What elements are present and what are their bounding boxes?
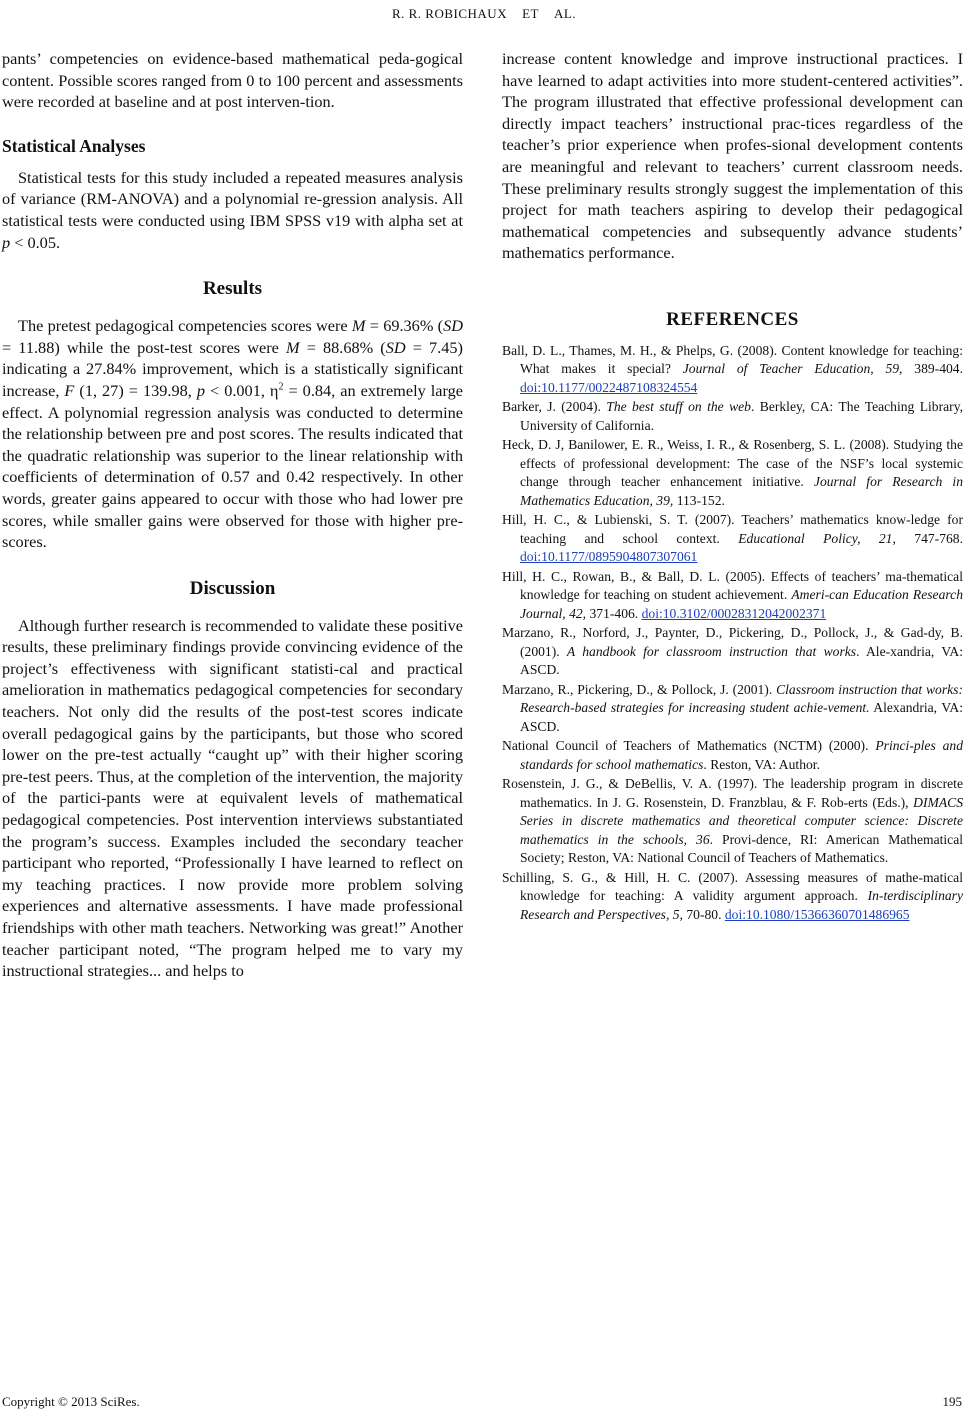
running-head: R. R. ROBICHAUX ET AL. xyxy=(391,6,577,21)
reference-item: Schilling, S. G., & Hill, H. C. (2007). Assessing measures of mathe-matical knowledge for teaching: A validity argument approach. In-terdisciplinary Research and Perspectives, 5, 70-80. doi:10.1080/15366360701486965 xyxy=(502,869,963,922)
left-column xyxy=(2,48,463,982)
doi-link[interactable]: doi:10.1177/0022487108324554 xyxy=(520,379,698,395)
results-heading: Results xyxy=(202,278,263,300)
copyright-footer: Copyright © 2013 SciRes. xyxy=(2,1394,140,1409)
results-paragraph: The pretest pedagogical competencies scores were M = 69.36% (SD = 11.88) while the post-test scores were M = 88.68% (SD = 7.45) indicating a 27.84% improvement, which is a statistically significant increase, F (1, 27) = 139.98, p < 0.001, $\eta^2 = 0.84$, an extremely large effect. A polynomial regression analysis was conducted to determine the relationship between pre and post scores. The results indicated that the quadratic relationship was superior to the linear relationship with coefficients of determination of 0.57 and 0.42 respectively. In other words, greater gains appeared to occur with those who had lower pre scores, while smaller gains were observed for those with higher pre-scores. xyxy=(2,316,463,552)
doi-link[interactable]: doi:10.3102/00028312042002371 xyxy=(641,605,827,621)
statistical-analyses-paragraph: Statistical tests for this study included a repeated measures analysis of variance (RM-ANOVA) and a polynomial re-gression analysis. All statistical tests were conducted using IBM SPSS v19 with alpha set at p < 0.05. xyxy=(2,167,463,252)
reference-item: Barker, J. (2004). The best stuff on the web. Berkley, CA: The Teaching Library, University of California. xyxy=(502,399,964,433)
reference-item: Hill, H. C., & Lubienski, S. T. (2007). Teachers’ mathematics know-ledge for teaching and school context. Educational Policy, 21, 747-768. doi:10.1177/0895904807307061 xyxy=(502,512,963,565)
reference-item: Hill, H. C., Rowan, B., & Ball, D. L. (2005). Effects of teachers’ ma-thematical knowledge for teaching on student achievement. Ameri-can Education Research Journal, 42, 371-406. doi:10.3102/00028312042002371 xyxy=(502,568,963,621)
doi-link[interactable]: doi:10.1080/15366360701486965 xyxy=(724,906,910,922)
discussion-continued-paragraph: increase content knowledge and improve instructional practices. I have learned to adapt activities into more student-centered activities”. The program illustrated that effective professional development can directly impact teachers’ instructional prac-tices regardless of the teacher’s prior experience when profes-sional development contents are meaningful and relevant to teachers’ current classroom needs. These preliminary results strongly suggest the implementation of this project for math teachers aspiring to develop their pedagogical mathematical competencies and subsequently advance students’ mathematics performance. xyxy=(502,49,963,263)
reference-item: Marzano, R., Norford, J., Paynter, D., Pickering, D., Pollock, J., & Gad-dy, B. (2001). A handbook for classroom instruction that works. Ale-xandria, VA: ASCD. xyxy=(502,625,963,678)
reference-list xyxy=(502,342,963,925)
reference-item: Ball, D. L., Thames, M. H., & Phelps, G. (2008). Content knowledge for teaching: What makes it special? Journal of Teacher Education, 59, 389-404. doi:10.1177/0022487108324554 xyxy=(502,342,963,395)
statistical-analyses-heading: Statistical Analyses xyxy=(2,135,146,156)
reference-item: Rosenstein, J. G., & DeBellis, V. A. (1997). The leadership program in discrete mathematics. In J. G. Rosenstein, D. Franzblau, & F. Rob-erts (Eds.), DIMACS Series in discrete mathematics and theoretical computer science: Discrete mathematics in the schools, 36. Provi-dence, RI: American Mathematical Society; Reston, VA: National Council of Teachers of Mathematics. xyxy=(502,776,963,866)
intro-paragraph: pants’ competencies on evidence-based mathematical peda-gogical content. Possible scores ranged from 0 to 100 percent and assessments were recorded at baseline and at post interven-tion. xyxy=(2,49,463,112)
reference-item: Marzano, R., Pickering, D., & Pollock, J. (2001). Classroom instruction that works: Research-based strategies for increasing student achie-vement. Alexandria, VA: ASCD. xyxy=(502,681,963,734)
references-heading: REFERENCES xyxy=(666,308,799,330)
page-number: 195 xyxy=(942,1394,962,1409)
reference-item: National Council of Teachers of Mathematics (NCTM) (2000). Princi-ples and standards for school mathematics. Reston, VA: Author. xyxy=(502,738,963,772)
reference-item: Heck, D. J, Banilower, E. R., Weiss, I. R., & Rosenberg, S. L. (2008). Studying the effects of professional development: The case of the NSF’s local systemic change through teacher enhancement initiative. Journal for Research in Mathematics Education, 39, 113-152. xyxy=(502,437,964,508)
doi-link[interactable]: doi:10.1177/0895904807307061 xyxy=(520,549,698,565)
discussion-heading: Discussion xyxy=(189,577,276,599)
discussion-paragraph: Although further research is recommended to validate these positive results, these preliminary findings provide convincing evidence of the project’s effectiveness with significant statisti-cal and practical amelioration in mathematics pedagogical competencies for secondary teachers. Not only did the results of the post-test scores indicate overall pedagogical gains by the participants, but those who scored lower on the pre-test actually “caught up” with their higher scoring pre-test peers. Thus, at the completion of the intervention, the majority of the partici-pants were at equivalent levels of mathematical pedagogical competencies. Post intervention interviews substantiated the program’s success. Examples included the secondary teacher participant who reported, “Professionally I have learned to reflect on my teaching practices. I now provide more problem solving experiences and alternative assessments. I have made professional friendships with other math teachers. Networking was great!” Another teacher participant noted, “The program helped me to vary my instructional strategies... and helps to xyxy=(2,615,463,981)
right-column xyxy=(502,48,963,925)
